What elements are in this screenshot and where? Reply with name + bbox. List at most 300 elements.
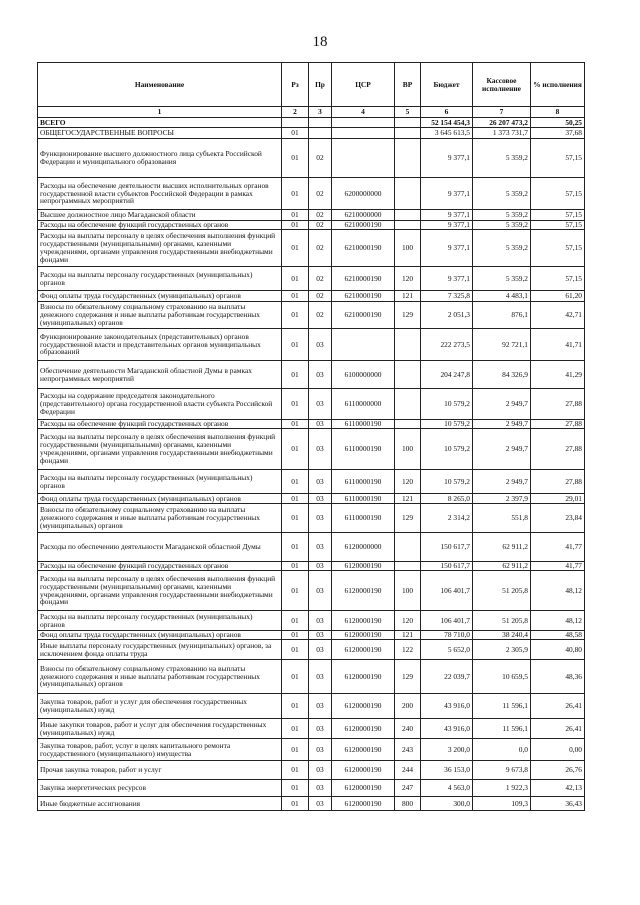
row-budget: 8 265,0	[421, 494, 473, 504]
row-name: Высшее должностное лицо Магаданской области	[38, 210, 282, 221]
row-pr: 03	[309, 361, 332, 389]
row-budget: 2 314,2	[421, 504, 473, 533]
row-name: Взносы по обязательному социальному страхованию на выплаты денежного содержания и иные выплаты работникам государственных (муниципальных) органов	[38, 660, 282, 694]
row-budget: 22 039,7	[421, 660, 473, 694]
row-rz: 01	[282, 267, 309, 291]
row-pr: 02	[309, 230, 332, 267]
page-number: 18	[312, 34, 328, 50]
row-pr: 03	[309, 533, 332, 562]
row-pr: 02	[309, 221, 332, 230]
col-number: 2	[282, 107, 309, 118]
row-cash: 84 326,9	[473, 361, 531, 389]
row-pr: 02	[309, 210, 332, 221]
row-name: Расходы на выплаты персоналу государственных (муниципальных) органов	[38, 267, 282, 291]
row-pct: 27,88	[531, 470, 585, 494]
row-cash: 38 240,4	[473, 631, 531, 640]
table-row	[38, 230, 585, 267]
row-pct: 27,88	[531, 389, 585, 420]
table-row	[38, 694, 585, 719]
row-rz: 01	[282, 302, 309, 329]
row-budget: 36 153,0	[421, 761, 473, 780]
row-rz: 01	[282, 571, 309, 611]
row-budget: 10 579,2	[421, 420, 473, 429]
table-row	[38, 361, 585, 389]
col-number: 5	[395, 107, 421, 118]
header-pr: Пр	[309, 63, 332, 107]
header-vr: ВР	[395, 63, 421, 107]
row-pct: 57,15	[531, 267, 585, 291]
table-row	[38, 780, 585, 797]
row-rz: 01	[282, 128, 309, 139]
table-body	[38, 118, 585, 811]
row-pct: 57,15	[531, 178, 585, 210]
row-csr: 6210000000	[332, 210, 395, 221]
row-vr	[395, 562, 421, 571]
row-pct: 57,15	[531, 210, 585, 221]
table-row	[38, 267, 585, 291]
col-number: 3	[309, 107, 332, 118]
row-vr	[395, 221, 421, 230]
row-name: Расходы на выплаты персоналу в целях обеспечения выполнения функций государственными (муниципальными) органами, казенными учреждениями, органами управления государственными внебюджетными фондами	[38, 429, 282, 470]
row-vr: 121	[395, 494, 421, 504]
row-cash: 51 205,8	[473, 611, 531, 631]
row-csr: 6120000190	[332, 611, 395, 631]
row-name: Функционирование законодательных (представительных) органов государственной власти и представительных органов муниципальных образований	[38, 329, 282, 361]
row-pct: 29,01	[531, 494, 585, 504]
row-budget: 2 051,3	[421, 302, 473, 329]
row-csr: 6120000190	[332, 571, 395, 611]
budget-execution-table	[37, 62, 585, 811]
row-name: Расходы на обеспечение деятельности высших исполнительных органов государственной власти субъектов Российской Федерации в рамках непрограммных мероприятий	[38, 178, 282, 210]
row-cash: 2 949,7	[473, 389, 531, 420]
row-pct: 57,15	[531, 139, 585, 178]
table-row	[38, 178, 585, 210]
row-budget: 4 563,0	[421, 780, 473, 797]
header-csr: ЦСР	[332, 63, 395, 107]
row-rz: 01	[282, 694, 309, 719]
row-pr: 03	[309, 389, 332, 420]
row-pr: 03	[309, 631, 332, 640]
row-rz: 01	[282, 739, 309, 761]
row-rz: 01	[282, 761, 309, 780]
row-vr	[395, 329, 421, 361]
row-vr: 121	[395, 291, 421, 302]
row-csr	[332, 329, 395, 361]
row-cash: 5 359,2	[473, 267, 531, 291]
table-row	[38, 302, 585, 329]
row-pr: 02	[309, 178, 332, 210]
row-rz: 01	[282, 631, 309, 640]
row-vr	[395, 420, 421, 429]
row-pr: 03	[309, 797, 332, 811]
row-csr	[332, 128, 395, 139]
row-budget: 78 710,0	[421, 631, 473, 640]
row-cash: 5 359,2	[473, 210, 531, 221]
table-row	[38, 504, 585, 533]
row-csr: 6210000190	[332, 267, 395, 291]
row-cash: 26 207 473,2	[473, 118, 531, 128]
row-pct: 26,76	[531, 761, 585, 780]
row-cash: 2 949,7	[473, 429, 531, 470]
row-name: Функционирование высшего должностного лица субъекта Российской Федерации и муниципального образования	[38, 139, 282, 178]
row-csr: 6120000190	[332, 694, 395, 719]
row-pr: 02	[309, 291, 332, 302]
table-row	[38, 221, 585, 230]
row-vr: 244	[395, 761, 421, 780]
row-csr: 6110000000	[332, 389, 395, 420]
table-row	[38, 631, 585, 640]
row-pct: 26,41	[531, 694, 585, 719]
row-pct: 41,71	[531, 329, 585, 361]
row-pct: 48,12	[531, 571, 585, 611]
row-budget: 106 401,7	[421, 611, 473, 631]
row-pr: 03	[309, 494, 332, 504]
row-vr: 100	[395, 571, 421, 611]
row-cash: 2 949,7	[473, 470, 531, 494]
row-csr: 6100000000	[332, 361, 395, 389]
row-cash: 5 359,2	[473, 178, 531, 210]
table-row	[38, 139, 585, 178]
row-csr	[332, 139, 395, 178]
row-vr: 100	[395, 230, 421, 267]
row-rz: 01	[282, 533, 309, 562]
row-budget: 106 401,7	[421, 571, 473, 611]
row-vr: 129	[395, 504, 421, 533]
row-pct: 27,88	[531, 429, 585, 470]
row-budget: 150 617,7	[421, 562, 473, 571]
row-vr: 240	[395, 719, 421, 739]
row-rz: 01	[282, 660, 309, 694]
row-rz: 01	[282, 361, 309, 389]
row-rz: 01	[282, 178, 309, 210]
row-pr	[309, 128, 332, 139]
table-row	[38, 761, 585, 780]
row-name: Расходы на обеспечение функций государственных органов	[38, 420, 282, 429]
row-budget: 52 154 454,3	[421, 118, 473, 128]
row-pr: 03	[309, 640, 332, 660]
table-row	[38, 494, 585, 504]
table-row	[38, 420, 585, 429]
row-budget: 300,0	[421, 797, 473, 811]
row-cash: 1 373 731,7	[473, 128, 531, 139]
row-name: Иные бюджетные ассигнования	[38, 797, 282, 811]
row-budget: 9 377,1	[421, 210, 473, 221]
row-pct: 37,68	[531, 128, 585, 139]
row-vr: 120	[395, 267, 421, 291]
row-cash: 92 721,1	[473, 329, 531, 361]
row-csr: 6120000190	[332, 780, 395, 797]
row-csr	[332, 118, 395, 128]
row-vr: 120	[395, 470, 421, 494]
row-pct: 41,77	[531, 562, 585, 571]
row-pct: 23,84	[531, 504, 585, 533]
row-name: Иные закупки товаров, работ и услуг для обеспечения государственных (муниципальных) нужд	[38, 719, 282, 739]
row-cash: 551,8	[473, 504, 531, 533]
row-pct: 0,00	[531, 739, 585, 761]
row-cash: 2 949,7	[473, 420, 531, 429]
table-row	[38, 660, 585, 694]
row-pr: 03	[309, 739, 332, 761]
row-name: Расходы по обеспечению деятельности Магаданской областной Думы	[38, 533, 282, 562]
row-cash: 62 911,2	[473, 533, 531, 562]
row-name: ОБЩЕГОСУДАРСТВЕННЫЕ ВОПРОСЫ	[38, 128, 282, 139]
row-budget: 9 377,1	[421, 221, 473, 230]
column-number-row	[38, 107, 585, 118]
row-budget: 3 645 613,5	[421, 128, 473, 139]
row-csr: 6120000190	[332, 660, 395, 694]
row-pct: 48,58	[531, 631, 585, 640]
row-rz: 01	[282, 210, 309, 221]
row-rz: 01	[282, 719, 309, 739]
table-row	[38, 329, 585, 361]
col-number: 6	[421, 107, 473, 118]
header-rz: Рз	[282, 63, 309, 107]
row-pr: 02	[309, 267, 332, 291]
row-cash: 51 205,8	[473, 571, 531, 611]
row-name: Закупка энергетических ресурсов	[38, 780, 282, 797]
row-rz: 01	[282, 562, 309, 571]
row-pct: 40,80	[531, 640, 585, 660]
row-cash: 5 359,2	[473, 139, 531, 178]
row-name: Фонд оплаты труда государственных (муниципальных) органов	[38, 631, 282, 640]
row-pct: 42,13	[531, 780, 585, 797]
row-vr: 129	[395, 302, 421, 329]
row-rz: 01	[282, 221, 309, 230]
table-row	[38, 719, 585, 739]
row-pr: 03	[309, 571, 332, 611]
row-csr: 6210000190	[332, 221, 395, 230]
row-pr: 03	[309, 562, 332, 571]
row-budget: 10 579,2	[421, 429, 473, 470]
row-cash: 5 359,2	[473, 230, 531, 267]
row-rz: 01	[282, 640, 309, 660]
row-cash: 5 359,2	[473, 221, 531, 230]
table-row	[38, 118, 585, 128]
row-vr	[395, 139, 421, 178]
header-pct: % исполнения	[531, 63, 585, 107]
row-pct: 57,15	[531, 221, 585, 230]
row-csr: 6110000190	[332, 494, 395, 504]
row-csr: 6110000190	[332, 470, 395, 494]
row-cash: 11 596,1	[473, 719, 531, 739]
row-rz: 01	[282, 429, 309, 470]
row-pct: 57,15	[531, 230, 585, 267]
table-row	[38, 291, 585, 302]
row-vr	[395, 178, 421, 210]
row-budget: 9 377,1	[421, 178, 473, 210]
row-csr: 6120000190	[332, 631, 395, 640]
row-csr: 6200000000	[332, 178, 395, 210]
row-pr: 03	[309, 611, 332, 631]
row-csr: 6110000190	[332, 429, 395, 470]
row-name: Расходы на выплаты персоналу государственных (муниципальных) органов	[38, 470, 282, 494]
row-csr: 6120000190	[332, 562, 395, 571]
row-vr: 129	[395, 660, 421, 694]
row-csr: 6120000190	[332, 739, 395, 761]
row-rz: 01	[282, 611, 309, 631]
col-number: 1	[38, 107, 282, 118]
row-budget: 7 325,8	[421, 291, 473, 302]
row-budget: 150 617,7	[421, 533, 473, 562]
row-name: Расходы на обеспечение функций государственных органов	[38, 562, 282, 571]
row-name: ВСЕГО	[38, 118, 282, 128]
row-csr: 6120000190	[332, 761, 395, 780]
row-budget: 204 247,8	[421, 361, 473, 389]
row-vr: 120	[395, 611, 421, 631]
row-name: Прочая закупка товаров, работ и услуг	[38, 761, 282, 780]
row-pr: 03	[309, 429, 332, 470]
table-row	[38, 640, 585, 660]
row-cash: 10 659,5	[473, 660, 531, 694]
table-row	[38, 739, 585, 761]
row-name: Расходы на обеспечение функций государственных органов	[38, 221, 282, 230]
row-budget: 43 916,0	[421, 719, 473, 739]
row-cash: 9 673,8	[473, 761, 531, 780]
row-pct: 36,43	[531, 797, 585, 811]
row-rz: 01	[282, 291, 309, 302]
row-budget: 5 652,0	[421, 640, 473, 660]
row-pr: 03	[309, 694, 332, 719]
row-cash: 2 397,9	[473, 494, 531, 504]
row-budget: 9 377,1	[421, 267, 473, 291]
col-number: 8	[531, 107, 585, 118]
row-name: Взносы по обязательному социальному страхованию на выплаты денежного содержания и иные выплаты работникам государственных (муниципальных) органов	[38, 504, 282, 533]
row-pr: 03	[309, 780, 332, 797]
row-vr: 800	[395, 797, 421, 811]
row-pr: 03	[309, 470, 332, 494]
row-csr: 6120000190	[332, 719, 395, 739]
row-pr: 02	[309, 302, 332, 329]
row-name: Расходы на выплаты персоналу в целях обеспечения выполнения функций государственными (муниципальными) органами, казенными учреждениями, органами управления государственными внебюджетными фондами	[38, 230, 282, 267]
row-cash: 62 911,2	[473, 562, 531, 571]
row-csr: 6210000190	[332, 302, 395, 329]
row-name: Расходы на выплаты персоналу государственных (муниципальных) органов	[38, 611, 282, 631]
row-rz: 01	[282, 470, 309, 494]
col-number: 7	[473, 107, 531, 118]
row-csr: 6110000190	[332, 504, 395, 533]
row-csr: 6120000000	[332, 533, 395, 562]
row-name: Расходы на выплаты персоналу в целях обеспечения выполнения функций государственными (муниципальными) органами, казенными учреждениями, органами управления государственными внебюджетными фондами	[38, 571, 282, 611]
row-vr	[395, 361, 421, 389]
row-name: Фонд оплаты труда государственных (муниципальных) органов	[38, 291, 282, 302]
table-row	[38, 389, 585, 420]
row-budget: 9 377,1	[421, 139, 473, 178]
row-pct: 41,29	[531, 361, 585, 389]
row-csr: 6210000190	[332, 230, 395, 267]
row-rz: 01	[282, 230, 309, 267]
row-pct: 26,41	[531, 719, 585, 739]
row-budget: 10 579,2	[421, 470, 473, 494]
row-csr: 6120000190	[332, 797, 395, 811]
row-budget: 43 916,0	[421, 694, 473, 719]
table-row	[38, 571, 585, 611]
row-pct: 27,88	[531, 420, 585, 429]
row-pct: 50,25	[531, 118, 585, 128]
row-budget: 9 377,1	[421, 230, 473, 267]
row-pr: 02	[309, 139, 332, 178]
row-vr	[395, 118, 421, 128]
row-budget: 3 200,0	[421, 739, 473, 761]
row-pr: 03	[309, 719, 332, 739]
row-csr: 6120000190	[332, 640, 395, 660]
row-pct: 42,71	[531, 302, 585, 329]
row-pr: 03	[309, 504, 332, 533]
row-name: Иные выплаты персоналу государственных (муниципальных) органов, за исключением фонда оплаты труда	[38, 640, 282, 660]
row-name: Закупка товаров, работ и услуг для обеспечения государственных (муниципальных) нужд	[38, 694, 282, 719]
row-vr: 122	[395, 640, 421, 660]
row-name: Взносы по обязательному социальному страхованию на выплаты денежного содержания и иные выплаты работникам государственных (муниципальных) органов	[38, 302, 282, 329]
row-rz: 01	[282, 139, 309, 178]
row-rz: 01	[282, 780, 309, 797]
row-rz: 01	[282, 420, 309, 429]
table-row	[38, 533, 585, 562]
row-vr: 100	[395, 429, 421, 470]
row-cash: 876,1	[473, 302, 531, 329]
row-pr: 03	[309, 329, 332, 361]
header-name: Наименование	[38, 63, 282, 107]
row-vr: 243	[395, 739, 421, 761]
row-vr: 200	[395, 694, 421, 719]
row-cash: 4 483,1	[473, 291, 531, 302]
table-row	[38, 797, 585, 811]
table-row	[38, 562, 585, 571]
col-number: 4	[332, 107, 395, 118]
row-vr: 247	[395, 780, 421, 797]
row-pr: 03	[309, 761, 332, 780]
row-pr	[309, 118, 332, 128]
row-pr: 03	[309, 420, 332, 429]
table-row	[38, 210, 585, 221]
row-budget: 222 273,5	[421, 329, 473, 361]
row-pct: 61,20	[531, 291, 585, 302]
row-pct: 48,12	[531, 611, 585, 631]
row-rz: 01	[282, 329, 309, 361]
row-cash: 11 596,1	[473, 694, 531, 719]
row-pct: 41,77	[531, 533, 585, 562]
row-rz: 01	[282, 797, 309, 811]
row-name: Фонд оплаты труда государственных (муниципальных) органов	[38, 494, 282, 504]
row-vr	[395, 533, 421, 562]
row-csr: 6110000190	[332, 420, 395, 429]
row-cash: 1 922,3	[473, 780, 531, 797]
row-vr	[395, 210, 421, 221]
row-name: Закупка товаров, работ, услуг в целях капитального ремонта государственного (муниципального) имущества	[38, 739, 282, 761]
row-rz: 01	[282, 504, 309, 533]
row-rz	[282, 118, 309, 128]
table-row	[38, 128, 585, 139]
row-pct: 48,36	[531, 660, 585, 694]
row-vr: 121	[395, 631, 421, 640]
table-row	[38, 611, 585, 631]
row-name: Расходы на содержание председателя законодательного (представительного) органа государственной власти субъекта Российской Федерации	[38, 389, 282, 420]
row-csr: 6210000190	[332, 291, 395, 302]
row-cash: 2 305,9	[473, 640, 531, 660]
row-rz: 01	[282, 389, 309, 420]
row-vr	[395, 128, 421, 139]
row-pr: 03	[309, 660, 332, 694]
table-row	[38, 470, 585, 494]
header-row	[38, 63, 585, 107]
row-cash: 0,0	[473, 739, 531, 761]
row-name: Обеспечение деятельности Магаданской областной Думы в рамках непрограммных мероприятий	[38, 361, 282, 389]
header-budget: Бюджет	[421, 63, 473, 107]
row-budget: 10 579,2	[421, 389, 473, 420]
table-row	[38, 429, 585, 470]
row-vr	[395, 389, 421, 420]
header-cash: Кассовое исполнение	[473, 63, 531, 107]
row-rz: 01	[282, 494, 309, 504]
row-cash: 109,3	[473, 797, 531, 811]
